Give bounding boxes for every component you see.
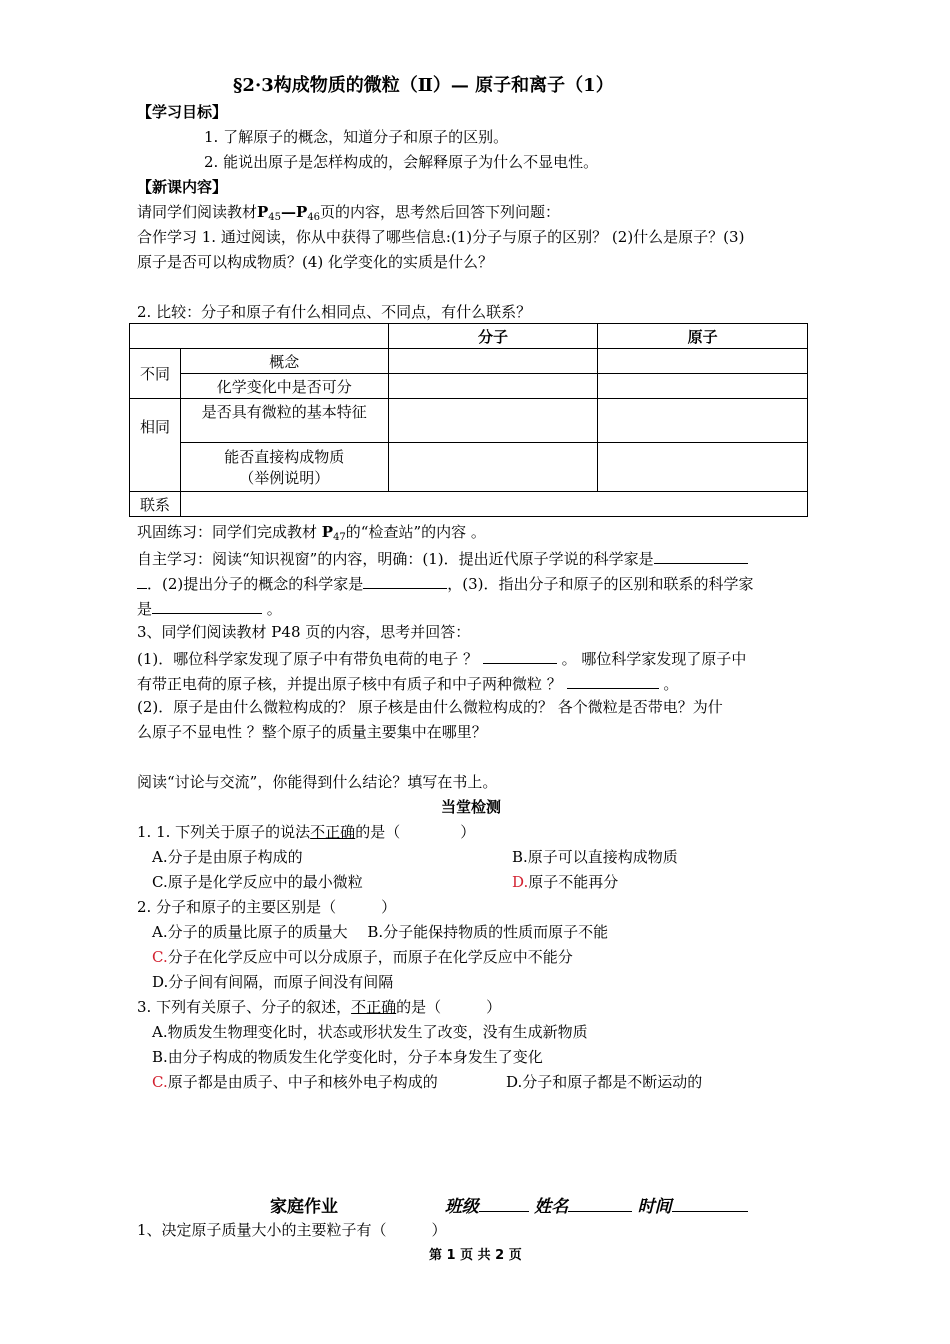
answer-blank[interactable] xyxy=(483,647,557,664)
answer-cell[interactable] xyxy=(388,374,598,399)
page-title: §2·3构成物质的微粒（Ⅱ）— 原子和离子（1） xyxy=(233,75,614,96)
option: B.由分子构成的物质发生化学变化时，分子本身发生了变化 xyxy=(152,1048,543,1066)
group-same: 相同 xyxy=(130,399,181,492)
answer-blank[interactable] xyxy=(567,672,659,689)
option: D.分子和原子都是不断运动的 xyxy=(506,1073,703,1091)
homework-header: 家庭作业 班级 姓名 时间 xyxy=(270,1195,748,1217)
answer-blank[interactable] xyxy=(152,597,262,614)
answer-blank[interactable] xyxy=(137,572,147,589)
header-molecule: 分子 xyxy=(388,324,598,349)
check-q2: 2. 分子和原子的主要区别是（ ） xyxy=(137,898,397,916)
answer-blank[interactable] xyxy=(654,547,748,564)
answer-cell[interactable] xyxy=(388,399,598,443)
answer-cell[interactable] xyxy=(598,443,808,492)
q3-intro: 3、同学们阅读教材 P48 页的内容，思考并回答： xyxy=(137,623,471,641)
header-atom: 原子 xyxy=(598,324,808,349)
class-blank[interactable] xyxy=(479,1195,529,1212)
answer-cell[interactable] xyxy=(598,399,808,443)
discuss-line: 阅读“讨论与交流”，你能得到什么结论？填写在书上。 xyxy=(137,773,498,791)
page-footer: 第 1 页 共 2 页 xyxy=(429,1248,522,1263)
q3-line: (1)．哪位科学家发现了原子中有带负电荷的电子 ？ 。 哪位科学家发现了原子中 xyxy=(137,647,746,669)
time-blank[interactable] xyxy=(672,1195,748,1212)
answer-cell[interactable] xyxy=(388,349,598,374)
option: A.分子是由原子构成的 xyxy=(152,848,303,866)
option: D.分子间有间隔，而原子间没有间隔 xyxy=(152,973,394,991)
option: C.原子都是由质子、中子和核外电子构成的 xyxy=(152,1073,438,1091)
option: D.原子不能再分 xyxy=(512,873,619,891)
q3-line: (2)．原子是由什么微粒构成的？ 原子核是由什么微粒构成的？ 各个微粒是否带电？为什 xyxy=(137,698,723,716)
check-heading: 当堂检测 xyxy=(441,798,502,816)
answer-blank[interactable] xyxy=(363,572,447,589)
check-q1: 1. 1. 下列关于原子的说法不正确的是（ ） xyxy=(137,823,476,841)
row-direct: 能否直接构成物质 （举例说明） xyxy=(180,443,388,492)
option: B.原子可以直接构成物质 xyxy=(512,848,678,866)
row-relation: 联系 xyxy=(130,492,181,517)
q3-line: 有带正电荷的原子核，并提出原子核中有质子和中子两种微粒 ？ 。 xyxy=(137,672,678,694)
corner-cell xyxy=(130,324,389,349)
practice-line: 巩固练习：同学们完成教材 $P_{47}$的“检查站”的内容 。 xyxy=(137,523,486,543)
goal-item: 2. 能说出原子是怎样构成的，会解释原子为什么不显电性。 xyxy=(204,153,599,171)
option: A.物质发生物理变化时，状态或形状发生了改变，没有生成新物质 xyxy=(152,1023,588,1041)
answer-cell[interactable] xyxy=(598,374,808,399)
coop-line: 原子是否可以构成物质？(4) 化学变化的实质是什么？ xyxy=(137,253,494,271)
homework-title: 家庭作业 xyxy=(270,1197,338,1217)
option: C.分子在化学反应中可以分成原子，而原子在化学反应中不能分 xyxy=(152,948,573,966)
compare-question: 2. 比较：分子和原子有什么相同点、不同点，有什么联系？ xyxy=(137,303,532,321)
option: A.分子的质量比原子的质量大 B.分子能保持物质的性质而原子不能 xyxy=(152,923,609,941)
answer-cell[interactable] xyxy=(388,443,598,492)
name-blank[interactable] xyxy=(568,1195,632,1212)
self-study-line: ．(2)提出分子的概念的科学家是 ，(3)．指出分子和原子的区别和联系的科学家 xyxy=(137,572,754,594)
comparison-table xyxy=(129,323,808,517)
read-instruction: 请同学们阅读教材$P_{45}—P_{46}$页的内容，思考然后回答下列问题： xyxy=(137,203,561,223)
answer-cell[interactable] xyxy=(180,492,807,517)
q3-line: 么原子不显电性 ？整个原子的质量主要集中在哪里？ xyxy=(137,723,487,741)
new-content-heading: 【新课内容】 xyxy=(137,178,228,196)
homework-q1: 1、决定原子质量大小的主要粒子有（ ） xyxy=(137,1221,447,1239)
group-diff: 不同 xyxy=(130,349,181,399)
self-study-line: 是 。 xyxy=(137,597,282,619)
check-q3: 3. 下列有关原子、分子的叙述，不正确的是（ ） xyxy=(137,998,502,1016)
answer-cell[interactable] xyxy=(598,349,808,374)
row-divisible: 化学变化中是否可分 xyxy=(180,374,388,399)
option: C.原子是化学反应中的最小微粒 xyxy=(152,873,363,891)
goal-item: 1. 了解原子的概念，知道分子和原子的区别。 xyxy=(204,128,509,146)
coop-line: 合作学习 1. 通过阅读，你从中获得了哪些信息:(1)分子与原子的区别？ (2)什么是原子？(3) xyxy=(137,228,745,246)
row-features: 是否具有微粒的基本特征 xyxy=(180,399,388,443)
row-concept: 概念 xyxy=(180,349,388,374)
goals-heading: 【学习目标】 xyxy=(137,103,228,121)
self-study-line: 自主学习：阅读“知识视窗”的内容，明确：(1)．提出近代原子学说的科学家是 xyxy=(137,547,748,569)
